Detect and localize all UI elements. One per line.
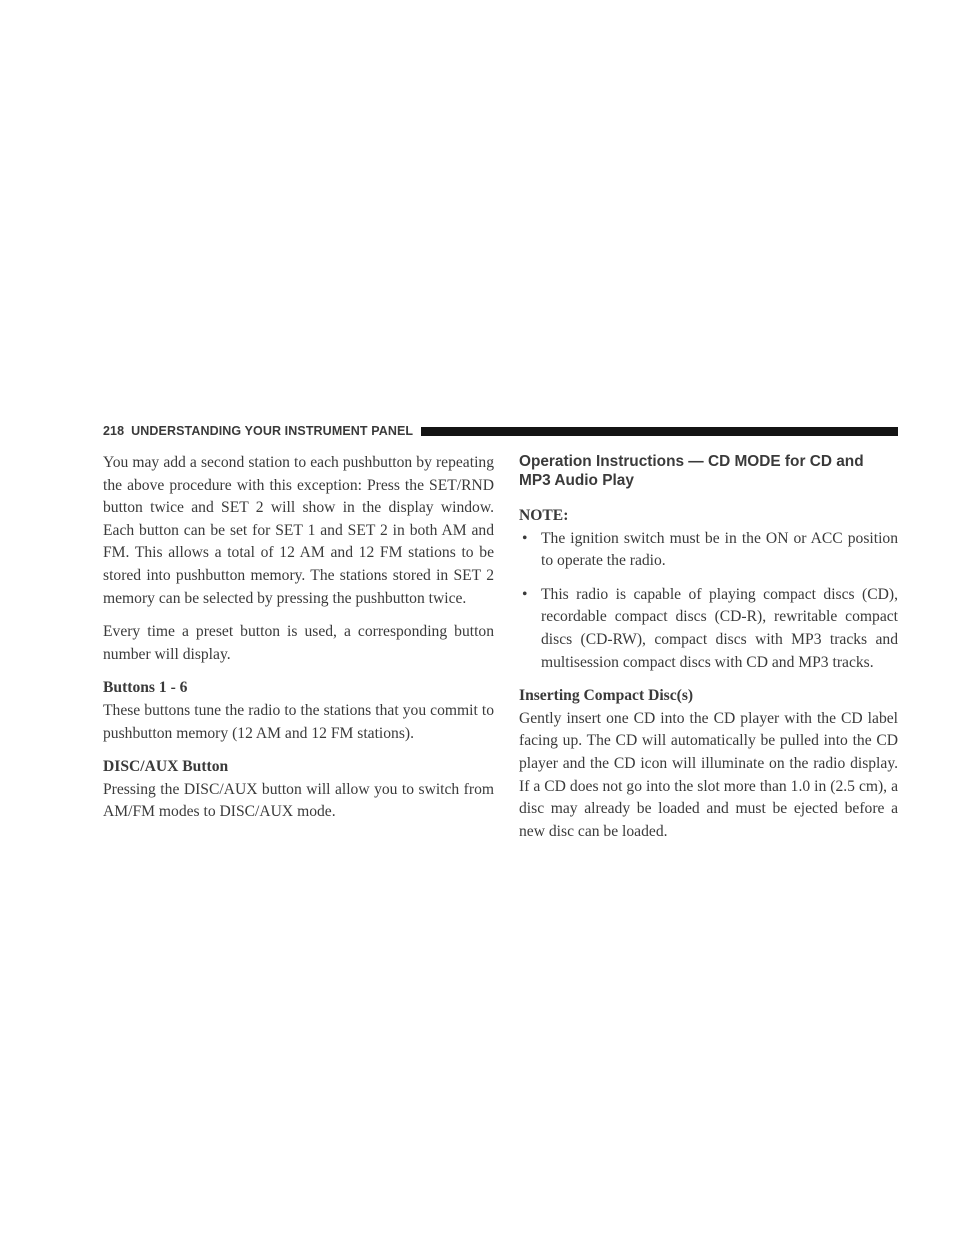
heading-disc-aux-button: DISC/AUX Button (103, 758, 229, 776)
heading-buttons-1-6: Buttons 1 - 6 (103, 679, 188, 697)
running-header (103, 423, 898, 439)
left-column (103, 452, 494, 835)
note-bullet-list (519, 528, 898, 675)
note-label: NOTE: (519, 507, 569, 524)
paragraph-inserting-compact-discs: Gently insert one CD into the CD player with the CD label facing up. The CD will automatically be pulled into the CD player and the CD icon will illuminate on the radio display. If a CD does not go into the slot more than 1.0 in (2.5 cm), a disc may already be loaded and must be ejected before a new disc can be loaded. (519, 709, 898, 840)
bullet-text-disc-types: This radio is capable of playing compact discs (CD), recordable compact discs (CD-R), rewritable compact discs (CD-RW), compact discs with MP3 tracks and multisession compact discs with CD and MP3 tracks. (541, 585, 898, 671)
list-item (519, 528, 898, 573)
paragraph-buttons-1-6: These buttons tune the radio to the stations that you commit to pushbutton memory (12 AM and 12 FM stations). (103, 701, 494, 742)
bullet-icon: • (522, 585, 528, 603)
bullet-icon: • (522, 529, 528, 547)
right-column (519, 452, 898, 854)
bullet-text-ignition: The ignition switch must be in the ON or ACC position to operate the radio. (541, 529, 898, 570)
section-title: UNDERSTANDING YOUR INSTRUMENT PANEL (131, 424, 414, 438)
section-heading-cd-mode: Operation Instructions — CD MODE for CD and MP3 Audio Play (519, 453, 864, 489)
header-rule (421, 427, 898, 436)
paragraph-disc-aux: Pressing the DISC/AUX button will allow you to switch from AM/FM modes to DISC/AUX mode. (103, 780, 494, 821)
heading-inserting-compact-discs: Inserting Compact Disc(s) (519, 687, 694, 705)
paragraph-second-station: You may add a second station to each pushbutton by repeating the above procedure with this exception: Press the SET/RND button twice and SET 2 will show in the display window. Each button can be set for SET 1 and SET 2 in both AM and FM. This allows a total of 12 AM and 12 FM stations to be stored into pushbutton memory. The stations stored in SET 2 memory can be selected by pressing the pushbutton twice. (103, 454, 494, 607)
paragraph-preset-display: Every time a preset button is used, a corresponding button number will display. (103, 623, 494, 663)
list-item (519, 584, 898, 674)
page-number: 218 (103, 424, 125, 438)
